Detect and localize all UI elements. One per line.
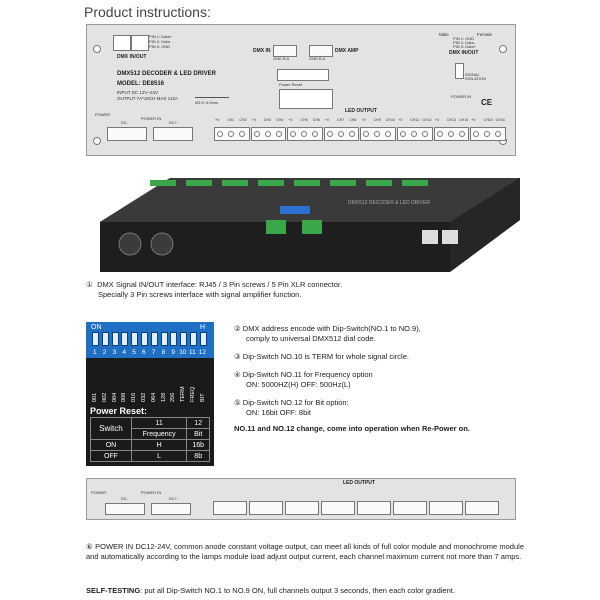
channel-label: +V (251, 118, 257, 122)
model-number: MODEL: DE8516 (117, 81, 165, 87)
dip-switch-toggle (190, 332, 197, 346)
channel-terminal (434, 127, 470, 141)
screw-icon (374, 131, 380, 137)
channel-terminal (249, 501, 283, 515)
dip-switch-function-label: TERM (180, 386, 187, 402)
screw-icon (228, 131, 234, 137)
channel-label: CH2 (239, 118, 247, 122)
channel-terminal (214, 127, 250, 141)
xlr-pin-label: PIN 1: GND (453, 36, 475, 41)
dip-switch-number: 6 (142, 349, 146, 356)
self-testing-label: SELF-TESTING (86, 586, 141, 595)
dims-label: Ø3.5~4.5mm (195, 100, 219, 105)
dip-switch-function-label: 001 (92, 392, 98, 402)
dip-switch-toggle (121, 332, 128, 346)
note-5-line-2: ON: 16bit OFF: 8bit (246, 408, 312, 417)
repower-note: NO.11 and NO.12 change, come into operation when Re-Power on. (234, 424, 470, 433)
channel-label: CH6 (312, 118, 320, 122)
table-sub-frequency: Frequency (131, 429, 187, 440)
input-spec: INPUT DC 12V~24V (117, 90, 159, 95)
channel-label: CH13 (446, 118, 456, 122)
screw-icon (265, 131, 271, 137)
table-header-switch: Switch (91, 418, 132, 440)
table-header-11: 11 (131, 418, 187, 429)
power-reset-table (279, 89, 333, 109)
dc-plus-label: DC+ (169, 120, 178, 125)
screw-icon (254, 131, 260, 137)
dmx-in-pins: GND B A (273, 56, 290, 61)
screw-icon (473, 131, 479, 137)
top-panel-diagram (86, 24, 516, 156)
channel-label: +V (398, 118, 403, 122)
channel-label: +V (288, 118, 293, 122)
channel-terminal (357, 501, 391, 515)
dip-switch-number: 5 (132, 349, 136, 356)
table-cell: L (131, 451, 187, 462)
power-reset-label: Power Reset (279, 82, 302, 87)
channel-label: CH14 (459, 118, 469, 122)
channel-label: +V (471, 118, 476, 122)
note-2-line-2: comply to universal DMX512 dial code. (246, 334, 376, 343)
screw-icon (495, 131, 501, 137)
page-title: Product instructions: (84, 4, 211, 20)
dip-switch-function-label: 002 (101, 392, 108, 402)
dmx-amp-pins: GND B A (309, 56, 326, 61)
female-label: Female (477, 32, 493, 37)
model-title: DMX512 DECODER & LED DRIVER (117, 71, 217, 77)
dip-switch-toggle (180, 332, 187, 346)
note-3: ③ Dip-Switch NO.10 is TERM for whole signal circle. (234, 352, 409, 361)
dip-switch-number: 12 (198, 349, 207, 356)
screw-icon (217, 131, 223, 137)
power-reset-title: Power Reset: (90, 406, 148, 416)
dmx-in-out-label: DMX IN/OUT (117, 54, 147, 60)
dip-switch-function-label: 256 (170, 392, 177, 402)
screw-icon (422, 131, 428, 137)
dip-switch-toggle (170, 332, 177, 346)
channel-label: CH15 (483, 118, 493, 122)
dip-switch-number: 4 (122, 349, 127, 356)
dip-switch-number: 2 (102, 349, 107, 356)
dip-switch-toggle (102, 332, 109, 346)
screw-icon (338, 131, 344, 137)
dip-switch-toggle (200, 332, 207, 346)
power-terminal (153, 127, 193, 141)
table-cell: ON (91, 440, 132, 451)
note-1-line-2: Specially 3 Pin screws interface with signal amplifier function. (98, 290, 302, 299)
dip-switch-toggle (92, 332, 99, 346)
channel-terminal (429, 501, 463, 515)
dip-switch-toggle (151, 332, 158, 346)
xlr-pin-label: PIN 3: Data+ (453, 44, 477, 49)
self-testing-note (86, 586, 526, 596)
dip-on-label: ON (91, 324, 102, 331)
channel-terminal (251, 127, 287, 141)
screw-icon (276, 131, 282, 137)
table-sub-bit: Bit (187, 429, 210, 440)
dmx-amp-label: DMX AMP (335, 48, 359, 54)
note-6: ⑥ POWER IN DC12-24V, common anode constant voltage output, can meet all kinds of full color module and monochrome module and automatically according to the lamps module load adjust output current, each channel maximum current not more than 7 amps. (86, 542, 524, 561)
channel-label: CH11 (410, 118, 420, 122)
channel-terminal (285, 501, 319, 515)
power-in-label: POWER IN (141, 116, 162, 121)
power-terminal (107, 127, 147, 141)
rj45-pin-label: PIN 1: Data+ (149, 34, 173, 39)
mount-hole (499, 45, 507, 53)
dip-switch-function-label: FREQ (190, 386, 196, 402)
dip-switch-function-label: 128 (160, 392, 167, 402)
dip-switch-number: 8 (161, 349, 166, 356)
channel-label: CH7 (337, 118, 345, 122)
rj45-port (113, 35, 131, 51)
dip-switch-toggle (131, 332, 138, 346)
channel-label: CH8 (349, 118, 357, 122)
note-2-line-1: ② DMX address encode with Dip-Switch(NO.1 to NO.9), (234, 324, 421, 333)
power-label: POWER (95, 112, 111, 117)
screw-icon (459, 131, 465, 137)
channel-terminal (397, 127, 433, 141)
screw-icon (437, 131, 443, 137)
note-4-line-2: ON: 5000HZ(H) OFF: 500Hz(L) (246, 380, 351, 389)
screw-icon (290, 131, 296, 137)
screw-icon (349, 131, 355, 137)
rj45-pin-label: PIN 3: GND (149, 44, 171, 49)
note-1-line-1: ① DMX Signal IN/OUT interface: RJ45 / 3 Pin screws / 5 Pin XLR connector. (86, 280, 343, 289)
led-output-label: LED OUTPUT (345, 108, 377, 114)
channel-terminal (470, 127, 506, 141)
rj45-pin-label: PIN 2: Data- (149, 39, 172, 44)
channel-terminal (360, 127, 396, 141)
xlr-pin-label: PIN 2: Data- (453, 40, 476, 45)
male-label: Male (439, 32, 449, 37)
bottom-led-output-label: LED OUTPUT (343, 480, 375, 486)
bottom-power-terminal (151, 503, 191, 515)
bottom-panel-diagram (86, 478, 516, 520)
screw-icon (363, 131, 369, 137)
screw-icon (411, 131, 417, 137)
signal-isolation-label: SIGNAL ISOLATION (465, 72, 487, 81)
dip-switch-number: 10 (179, 349, 187, 356)
mount-hole (93, 137, 101, 145)
screw-icon (312, 131, 318, 137)
bottom-dc-minus-label: DC- (121, 496, 129, 501)
bottom-power-label: POWER (91, 490, 107, 495)
dc-minus-label: DC- (121, 120, 129, 125)
dip-notes (234, 324, 534, 434)
note-5-line-1: ⑤ Dip-Switch NO.12 for Bit option: (234, 398, 349, 407)
dip-switch-function-label: 016 (131, 392, 138, 402)
dip-switch-image (86, 322, 214, 466)
photo-label: DMX512 DECODER & LED DRIVER (348, 200, 430, 206)
dip-switch-function-label: 032 (141, 392, 147, 402)
table-cell: 8b (187, 451, 210, 462)
screw-icon (385, 131, 391, 137)
channel-label: CH4 (276, 118, 284, 122)
channel-label: CH10 (385, 118, 395, 122)
table-cell: OFF (91, 451, 132, 462)
rj45-port (131, 35, 149, 51)
dip-switch-number: 7 (151, 349, 156, 356)
product-photo (90, 160, 520, 280)
channel-terminal (465, 501, 499, 515)
screw-icon (400, 131, 406, 137)
output-spec: OUTPUT 7A*16CH MAX 112A (117, 96, 178, 101)
dip-switch-toggle (112, 332, 119, 346)
channel-label: CH16 (495, 118, 505, 122)
channel-terminal (393, 501, 427, 515)
channel-label: +V (434, 118, 440, 122)
channel-label: +V (215, 118, 220, 122)
self-testing-text: : put all Dip-Switch NO.1 to NO.9 ON, full channels output 3 seconds, then each color gradient. (140, 586, 455, 595)
channel-label: +V (361, 118, 366, 122)
dip-switch-number: 3 (112, 349, 117, 356)
screw-icon (327, 131, 333, 137)
channel-terminal (213, 501, 247, 515)
screw-icon (448, 131, 454, 137)
screw-icon (484, 131, 490, 137)
channel-label: CH12 (422, 118, 432, 122)
bottom-power-in-label: POWER IN (141, 490, 162, 495)
table-cell: 16b (187, 440, 210, 451)
ce-mark: CE (481, 98, 493, 107)
power-reset-table (86, 417, 214, 462)
dip-switch-number: 11 (189, 349, 196, 356)
dmx-in-label: DMX IN (253, 48, 271, 54)
dip-switch-toggle (161, 332, 168, 346)
channel-label: CH3 (263, 118, 271, 122)
channel-label: CH5 (300, 118, 308, 122)
channel-label: CH1 (227, 118, 235, 122)
mount-hole (93, 45, 101, 53)
bottom-power-terminal (105, 503, 145, 515)
note-4-line-1: ④ Dip-Switch NO.11 for Frequency option (234, 370, 373, 379)
bottom-dc-plus-label: DC+ (169, 496, 178, 501)
dmx-in-out-right-label: DMX IN/OUT (449, 50, 479, 56)
dip-switch-block (277, 69, 329, 81)
dims-line (195, 97, 229, 98)
note-1 (86, 280, 526, 300)
dip-switch-function-label: 004 (111, 392, 118, 402)
dip-switch-function-label: 064 (150, 392, 157, 402)
dip-switch-number: 1 (93, 349, 97, 356)
screw-icon (301, 131, 307, 137)
table-cell: H (131, 440, 187, 451)
channel-terminal (287, 127, 323, 141)
dip-switch-toggle (141, 332, 148, 346)
channel-label: CH9 (373, 118, 381, 122)
dip-switch-bank (86, 322, 214, 358)
dip-switch-function-label: BIT (199, 393, 206, 402)
power-in-right-label: POWER IN (451, 94, 472, 99)
dip-switch-number: 9 (171, 349, 176, 356)
dip-h-label: H (200, 324, 206, 331)
channel-terminal (324, 127, 360, 141)
channel-label: +V (324, 118, 330, 122)
channel-terminal (321, 501, 355, 515)
table-header-12: 12 (187, 418, 210, 429)
note-1-number: ① (86, 280, 93, 289)
screw-icon (239, 131, 245, 137)
signal-isolation-box (455, 63, 464, 79)
dip-switch-function-label: 008 (121, 392, 128, 402)
